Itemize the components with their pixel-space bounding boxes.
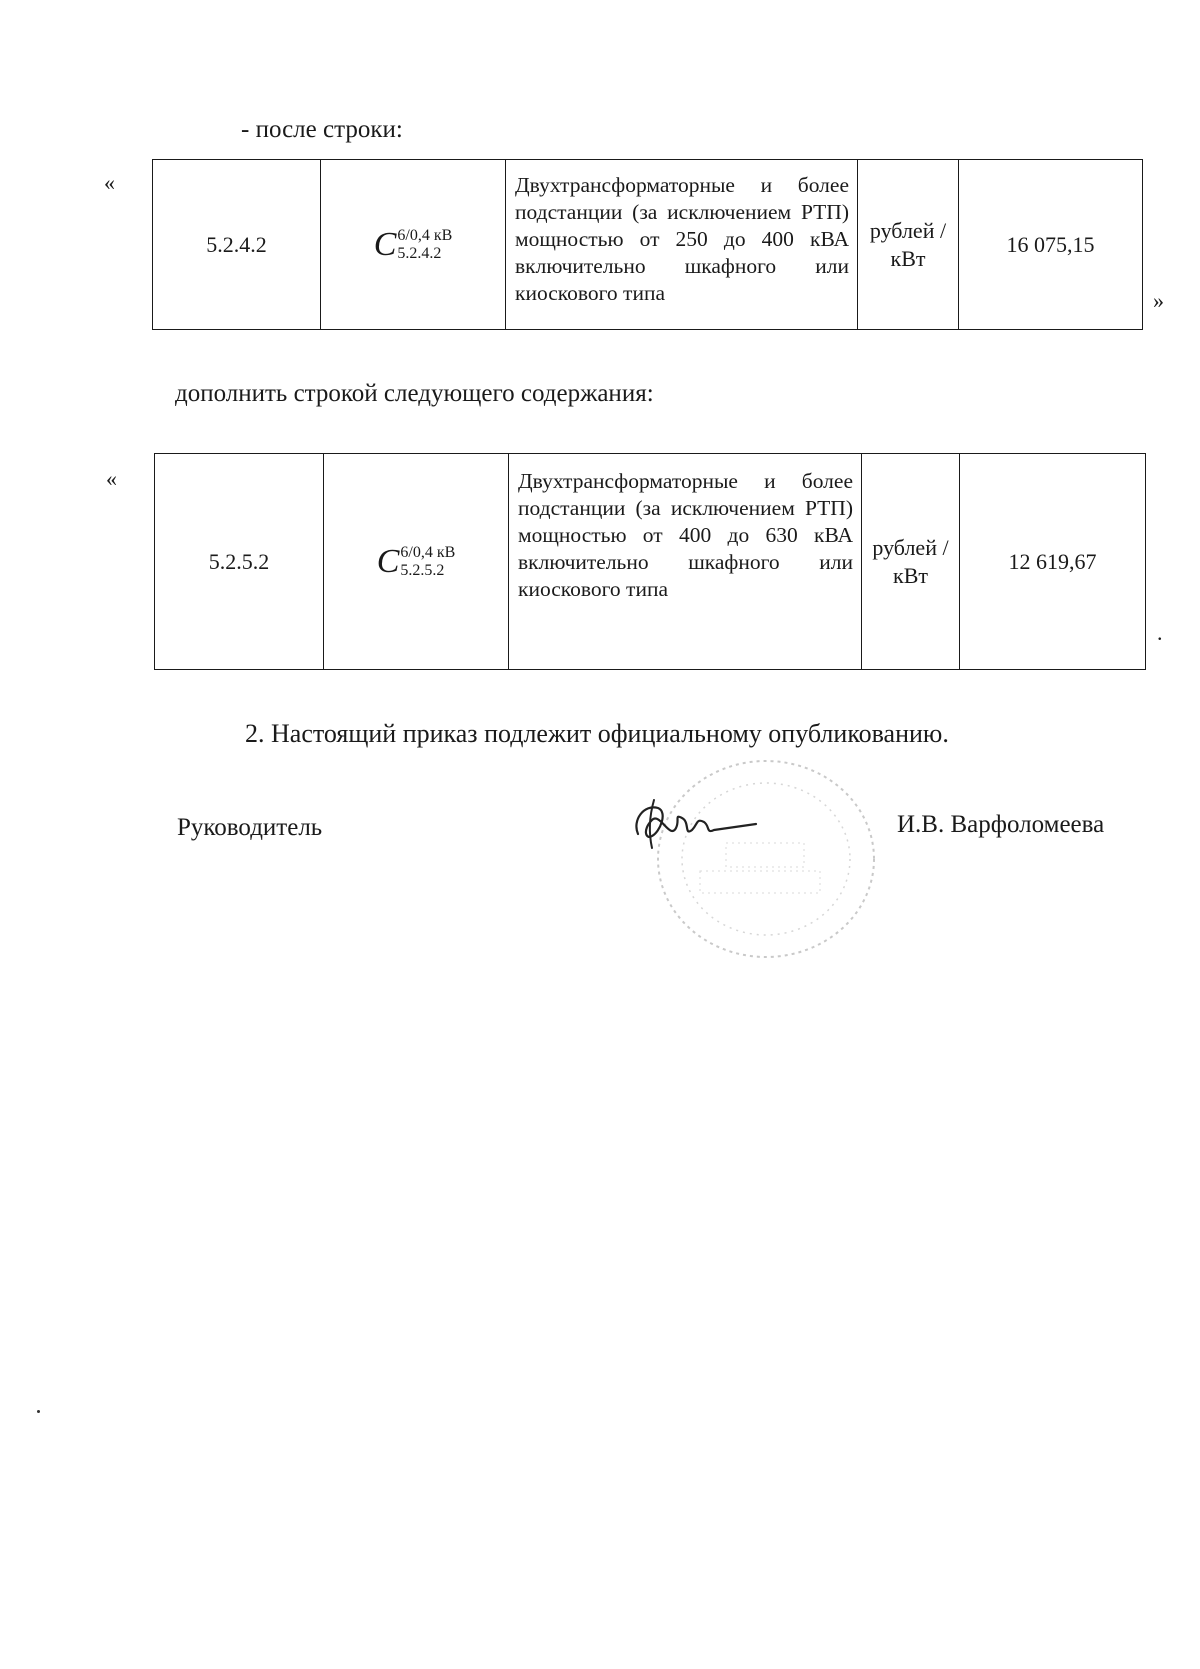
cell-symbol: [324, 454, 509, 670]
cell-unit: рублей /кВт: [862, 454, 960, 670]
symbol-letter: C: [376, 542, 400, 580]
cell-description: Двухтрансформаторные и более подстанции (за исключением РТП) мощностью от 250 до 400 кВА включительно шкафного или киоскового типа: [506, 160, 858, 330]
table-row: [153, 160, 1143, 330]
cell-symbol: [321, 160, 506, 330]
quote-open: «: [104, 170, 115, 195]
cell-value: 12 619,67: [960, 454, 1146, 670]
symbol-letter: C: [373, 225, 397, 263]
signer-title: Руководитель: [177, 814, 323, 841]
intro-add-row: дополнить строкой следующего содержания:: [175, 380, 654, 407]
quote-open: «: [106, 466, 117, 491]
quote-close: »: [1153, 288, 1164, 313]
cell-code: 5.2.5.2: [155, 454, 324, 670]
signature: [630, 790, 760, 860]
table-existing-row: [152, 159, 1143, 330]
table-added-row: [154, 453, 1146, 670]
cell-code: 5.2.4.2: [153, 160, 321, 330]
rate-symbol: [374, 227, 453, 263]
clause-publication: 2. Настоящий приказ подлежит официальному опубликованию.: [245, 719, 949, 748]
rate-symbol: [377, 544, 456, 580]
symbol-superscript: 6/0,4 кВ: [397, 226, 453, 244]
intro-after-row: - после строки:: [241, 116, 403, 143]
cell-value: 16 075,15: [959, 160, 1143, 330]
cell-description: Двухтрансформаторные и более подстанции (за исключением РТП) мощностью от 400 до 630 кВА включительно шкафного или киоскового типа: [509, 454, 862, 670]
symbol-subscript: 5.2.4.2: [397, 244, 442, 262]
symbol-subscript: 5.2.5.2: [400, 561, 445, 579]
table-row: [155, 454, 1146, 670]
signer-name: И.В. Варфоломеева: [897, 811, 1105, 838]
cell-unit: рублей /кВт: [858, 160, 959, 330]
scan-speck: [37, 1410, 40, 1413]
closing-period: .: [1157, 620, 1163, 645]
symbol-superscript: 6/0,4 кВ: [400, 543, 456, 561]
